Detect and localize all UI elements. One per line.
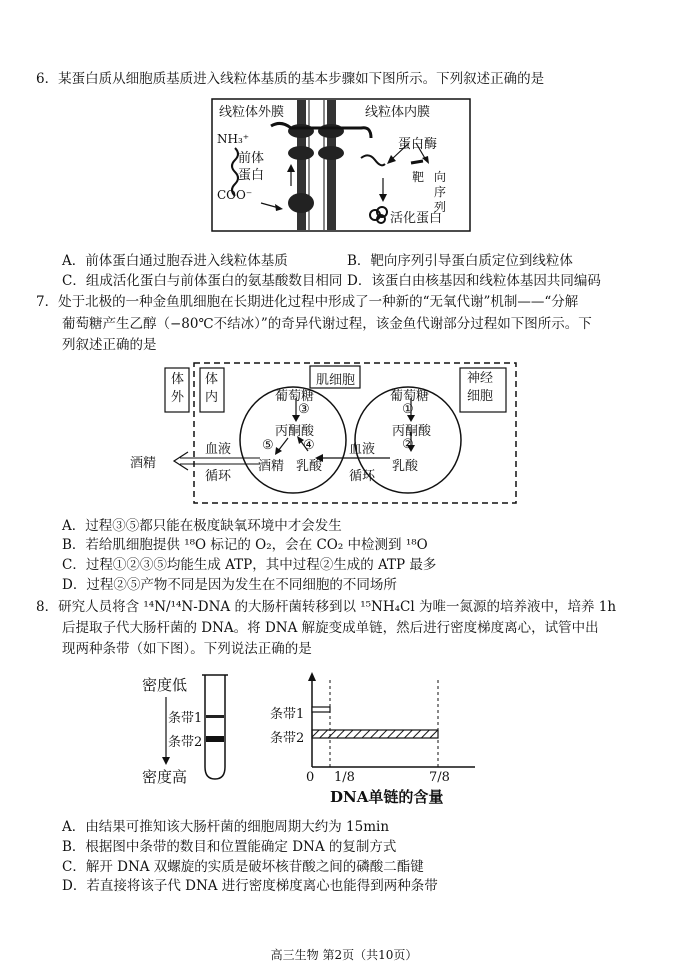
density-high-label: 密度高 [142,768,188,786]
q7-option-c: C．过程①②③⑤均能生成 ATP，其中过程②生成的 ATP 最多 [62,557,437,573]
tube-band-2 [206,736,224,742]
q7-stem-line1: 7．处于北极的一种金鱼肌细胞在长期进化过程中形成了一种新的“无氧代谢”机制——“分解 [36,294,579,310]
activated-protein-label: 活化蛋白 [390,211,443,226]
page-footer: 高三生物 第2页（共10页） [270,948,418,962]
target-sequence-fragment [411,161,423,163]
channel-protein-inner-top [318,124,344,138]
q6-option-c: C．组成活化蛋白与前体蛋白的氨基酸数目相同 [62,273,343,289]
blood-label-1: 血液 [205,442,232,457]
muscle-pyruvate: 丙酮酸 [275,424,315,439]
density-low-label: 密度低 [142,676,188,694]
q8-stem-line1: 8．研究人员将含 ¹⁴N/¹⁴N-DNA 的大肠杆菌转移到以 ¹⁵NH₄Cl 为唯一氮源的培养液中，培养 1h [36,599,617,615]
step-5: ⑤ [262,438,274,453]
q6-stem: 6．某蛋白质从细胞质基质进入线粒体基质的基本步骤如下图所示。下列叙述正确的是 [36,71,545,87]
step-2: ② [402,437,414,452]
chart-bar-2 [312,730,438,738]
channel-protein-outer-bottom [288,146,314,160]
target-seq-4: 列 [434,200,447,214]
protease-label: 蛋白酶 [398,137,438,152]
target-seq-3: 序 [434,185,447,199]
outer-membrane-label: 线粒体外膜 [219,105,285,120]
tube-band-1 [206,715,224,718]
x-tick-0: 0 [306,770,315,785]
q7-stem-line2: 葡萄糖产生乙醇（−80℃不结冰）”的奇异代谢过程，该金鱼代谢部分过程如下图所示。下 [62,316,592,332]
q8-option-a: A．由结果可推知该大肠杆菌的细胞周期大约为 15min [62,819,390,835]
inner-membrane-label: 线粒体内膜 [365,105,431,120]
nerve-glucose: 葡萄糖 [390,389,430,404]
cleaved-peptide [361,155,385,165]
target-seq-2: 向 [434,170,447,184]
ethanol-out-label: 酒精 [130,456,157,471]
dna-content-chart [300,672,480,782]
q6-option-b: B．靶向序列引导蛋白质定位到线粒体 [347,253,573,269]
circ-label-2: 循环 [349,469,376,484]
q8-stem-line3: 现两种条带（如下图）。下列说法正确的是 [62,641,312,657]
chart-bar-1 [312,707,330,712]
q6-option-d: D．该蛋白由核基因和线粒体基因共同编码 [347,273,601,289]
target-seq-1: 靶 [412,170,425,184]
q7-stem-line3: 列叙述正确的是 [62,337,157,353]
chart-band-2-label: 条带2 [270,731,305,746]
precursor-label-1: 前体 [238,151,265,166]
coo-label: COO⁻ [217,188,253,202]
x-tick-1-8: 1/8 [334,770,355,785]
activated-protein-icon [370,207,387,223]
step-1: ① [402,402,414,417]
q8-stem-line2: 后提取子代大肠杆菌的 DNA。将 DNA 解旋变成单链，然后进行密度梯度离心，试管中出 [62,620,599,636]
blood-label-2: 血液 [349,442,376,457]
receptor-protein [288,193,314,213]
q6-option-a: A．前体蛋白通过胞吞进入线粒体基质 [62,253,288,269]
q8-option-c: C．解开 DNA 双螺旋的实质是破坏核苷酸之间的磷酸二酯键 [62,859,424,875]
x-tick-7-8: 7/8 [429,770,450,785]
channel-protein-outer-top [288,124,314,138]
tube-band-2-label: 条带2 [168,735,203,750]
inside-label: 体内 [205,372,219,405]
muscle-lactate: 乳酸 [296,459,323,474]
q8-option-d: D．若直接将该子代 DNA 进行密度梯度离心也能得到两种条带 [62,878,438,894]
chart-x-label: DNA单链的含量 [330,788,444,806]
q7-option-b: B．若给肌细胞提供 ¹⁸O 标记的 O₂，会在 CO₂ 中检测到 ¹⁸O [62,537,428,553]
step-3: ③ [298,402,310,417]
q7-option-a: A．过程③⑤都只能在极度缺氧环境中才会发生 [62,518,342,534]
step-4: ④ [303,438,315,453]
muscle-ethanol: 酒精 [258,459,285,474]
channel-protein-inner-bottom [318,146,344,160]
circ-label-1: 循环 [205,469,232,484]
tube-band-1-label: 条带1 [168,711,203,726]
chart-band-1-label: 条带1 [270,707,305,722]
nerve-lactate: 乳酸 [392,459,419,474]
nerve-pyruvate: 丙酮酸 [392,424,432,439]
inner-membrane-bar [327,100,336,230]
muscle-glucose: 葡萄糖 [275,389,315,404]
nh3-label: NH₃⁺ [217,132,250,146]
test-tube [205,675,225,779]
q7-option-d: D．过程②⑤产物不同是因为发生在不同细胞的不同场所 [62,577,397,593]
q8-option-b: B．根据图中条带的数目和位置能确定 DNA 的复制方式 [62,839,397,855]
outside-label: 体外 [171,372,185,405]
precursor-label-2: 蛋白 [238,168,265,183]
nerve-cell-label: 神经细胞 [466,371,493,404]
muscle-cell-label: 肌细胞 [316,373,356,388]
